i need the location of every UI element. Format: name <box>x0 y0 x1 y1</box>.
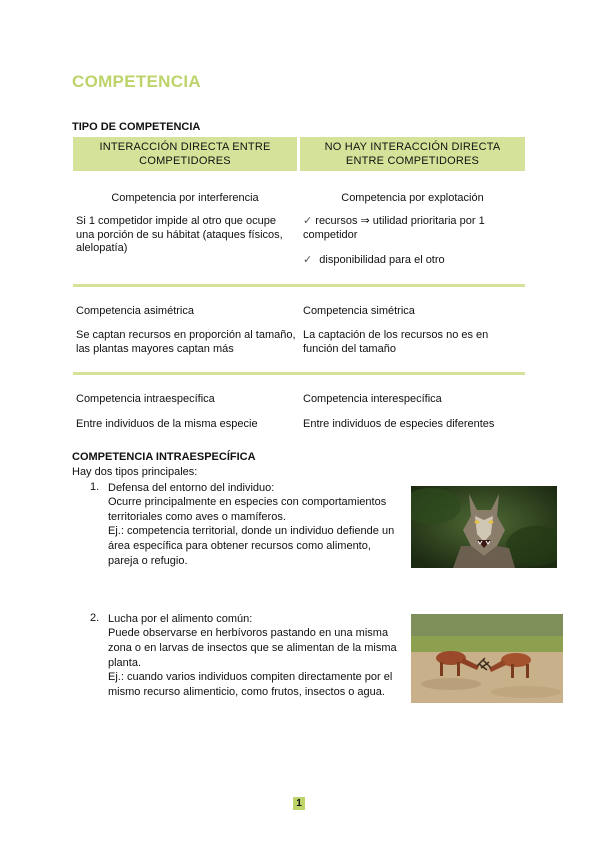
divider <box>73 372 525 375</box>
row2-right-title: Competencia simétrica <box>303 305 415 317</box>
check-icon: ✓ <box>303 215 313 227</box>
row3-right-text: Entre individuos de especies diferentes <box>303 418 495 430</box>
row1-right-item2 <box>303 254 523 268</box>
list-item-text: Ocurre principalmente en especies con comportamientos territoriales como aves o mamíferos. <box>108 496 387 523</box>
row1-right-item2-text: disponibilidad para el otro <box>319 254 445 266</box>
list-item-example: Ej.: cuando varios individuos compiten directamente por el mismo recurso alimenticio, como frutos, insectos o agua. <box>108 671 393 698</box>
list-item-number: 2. <box>90 612 100 624</box>
deer-fighting-photo <box>411 614 563 703</box>
row2-left-title: Competencia asimétrica <box>76 305 194 317</box>
section-intro: Hay dos tipos principales: <box>72 466 198 478</box>
row1-right-item1 <box>303 215 503 242</box>
list-item-title: Defensa del entorno del individuo: <box>108 482 275 494</box>
row1-left-title: Competencia por interferencia <box>111 192 259 204</box>
table-header-direct-label: INTERACCIÓN DIRECTA ENTRE COMPETIDORES <box>99 141 271 167</box>
row3-left-title: Competencia intraespecífica <box>76 393 215 405</box>
row1-right-item1-text: recursos ⇒ utilidad prioritaria por 1 competidor <box>303 215 485 241</box>
page-title: COMPETENCIA <box>72 72 201 91</box>
wolf-photo <box>411 486 557 568</box>
table-header-indirect <box>300 137 525 171</box>
table-header-indirect-label: NO HAY INTERACCIÓN DIRECTA ENTRE COMPETIDORES <box>324 141 501 167</box>
section-heading-intraespecifica: COMPETENCIA INTRAESPECÍFICA <box>72 451 256 463</box>
row2-left-text: Se captan recursos en proporción al tamaño, las plantas mayores captan más <box>76 329 296 355</box>
list-item-number: 1. <box>90 481 100 493</box>
list-item-title: Lucha por el alimento común: <box>108 613 253 625</box>
check-icon: ✓ <box>303 254 313 266</box>
section-heading-tipo: TIPO DE COMPETENCIA <box>72 121 201 133</box>
row1-right-title: Competencia por explotación <box>341 192 484 204</box>
list-item-example: Ej.: competencia territorial, donde un individuo defiende un área específica para obtener recursos como alimento, pareja o refugio. <box>108 525 395 567</box>
divider <box>73 284 525 287</box>
row3-right-title: Competencia interespecífica <box>303 393 442 405</box>
row1-left-text: Si 1 competidor impide al otro que ocupe una porción de su hábitat (ataques físicos, alelopatía) <box>76 215 283 254</box>
table-header-direct <box>73 137 297 171</box>
page-number: 1 <box>293 797 305 810</box>
row3-left-text: Entre individuos de la misma especie <box>76 418 258 430</box>
row2-right-text: La captación de los recursos no es en función del tamaño <box>303 329 489 355</box>
list-item-text: Puede observarse en herbívoros pastando en una misma zona o en larvas de insectos que se alimentan de la misma planta. <box>108 627 397 669</box>
